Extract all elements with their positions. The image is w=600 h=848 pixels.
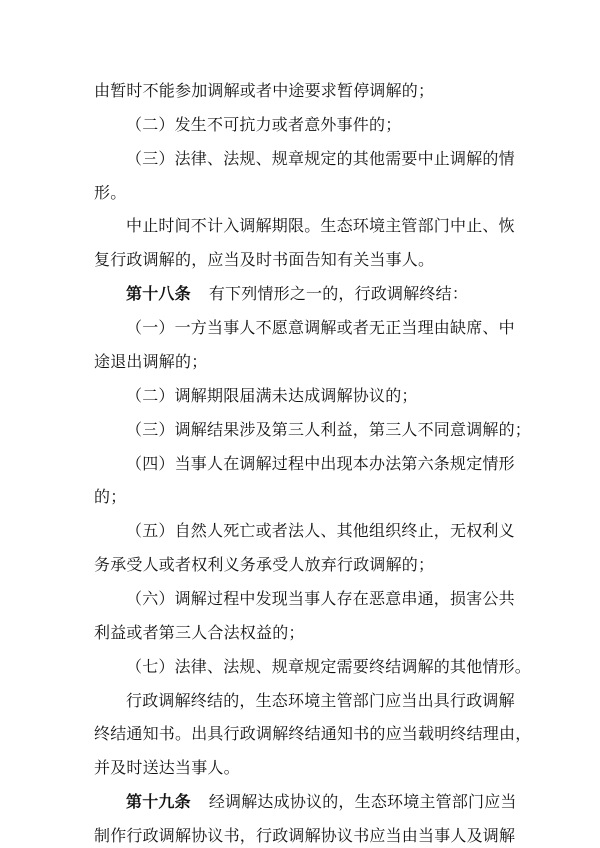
text-line: 复行政调解的，应当及时书面告知有关当事人。 xyxy=(94,250,435,269)
text-line: （七）法律、法规、规章规定需要终结调解的其他情形。 xyxy=(126,657,532,676)
text-line: 利益或者第三人合法权益的； xyxy=(94,623,305,642)
article-19-text: 经调解达成协议的，生态环境主管部门应当 xyxy=(208,792,517,811)
article-19-line xyxy=(126,790,517,814)
text-line: （四）当事人在调解过程中出现本办法第六条规定情形 xyxy=(126,454,515,473)
article-19-heading: 第十九条 xyxy=(126,792,191,811)
text-line: 的； xyxy=(94,487,127,506)
text-line: （一）一方当事人不愿意调解或者无正当理由缺席、中 xyxy=(126,318,515,337)
article-18-text: 有下列情形之一的，行政调解终结： xyxy=(208,284,469,303)
text-line: 中止时间不计入调解期限。生态环境主管部门中止、恢 xyxy=(126,216,515,235)
text-line: （二）调解期限届满未达成调解协议的； xyxy=(126,386,418,405)
article-18-line xyxy=(126,282,468,306)
text-line: （三）法律、法规、规章规定的其他需要中止调解的情 xyxy=(126,149,515,168)
article-18-heading: 第十八条 xyxy=(126,284,191,303)
text-line: （三）调解结果涉及第三人利益，第三人不同意调解的； xyxy=(126,420,532,439)
text-line: （六）调解过程中发现当事人存在恶意串通，损害公共 xyxy=(126,589,515,608)
text-line: 终结通知书。出具行政调解终结通知书的应当载明终结理由， xyxy=(94,724,532,743)
text-line: （二）发生不可抗力或者意外事件的； xyxy=(126,115,402,134)
text-line: 途退出调解的； xyxy=(94,352,208,371)
text-line: 务承受人或者权利义务承受人放弃行政调解的； xyxy=(94,555,435,574)
text-line: 由暂时不能参加调解或者中途要求暂停调解的； xyxy=(94,81,435,100)
text-line: 行政调解终结的，生态环境主管部门应当出具行政调解 xyxy=(126,691,515,710)
text-line: （五）自然人死亡或者法人、其他组织终止，无权利义 xyxy=(126,521,515,540)
text-line: 制作行政调解协议书，行政调解协议书应当由当事人及调解 xyxy=(94,826,516,845)
text-line: 并及时送达当事人。 xyxy=(94,758,240,777)
text-line: 形。 xyxy=(94,183,127,202)
